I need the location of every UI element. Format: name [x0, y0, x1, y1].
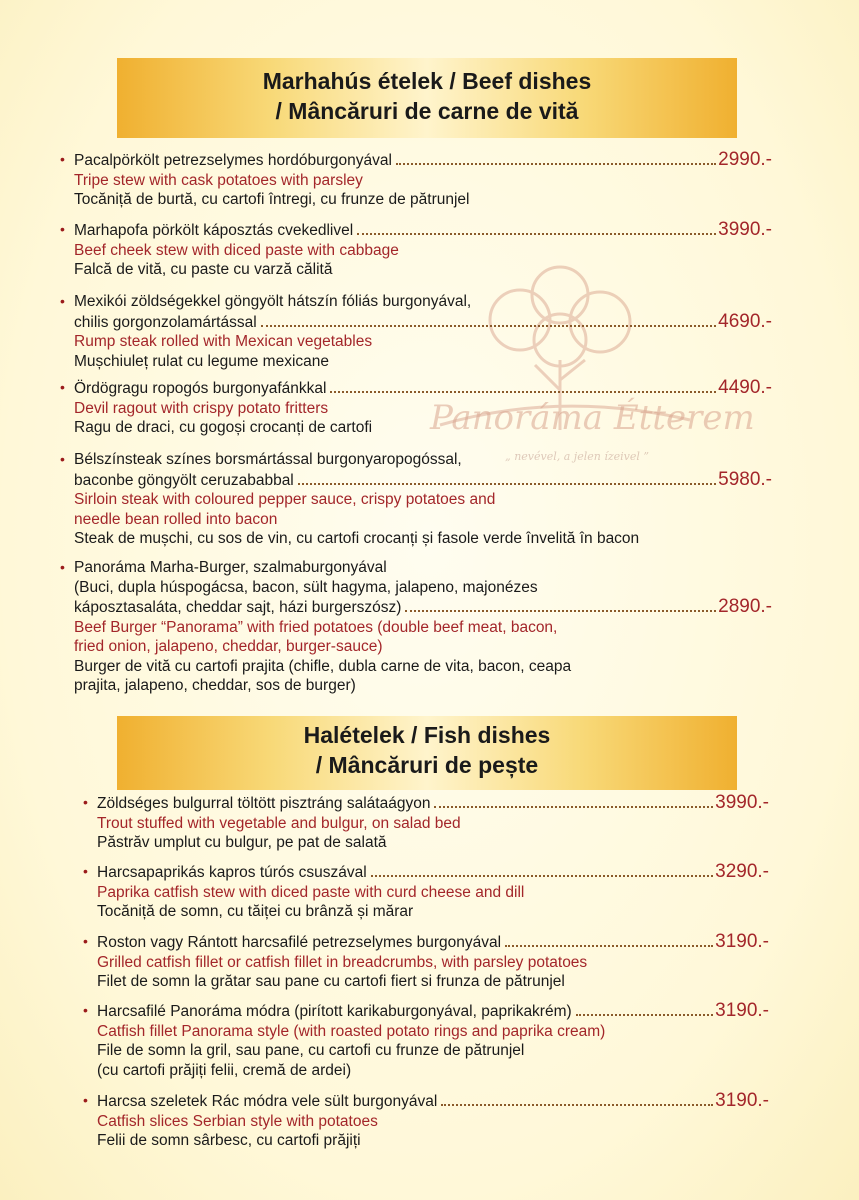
bullet-icon: • — [83, 863, 88, 879]
item-name-price-row — [97, 932, 769, 953]
menu-item — [60, 219, 772, 280]
item-name-price-row — [97, 1001, 769, 1022]
item-name-en: Rump steak rolled with Mexican vegetables — [74, 333, 373, 350]
item-price: 2890.- — [718, 596, 772, 617]
beef-section-banner — [117, 58, 737, 138]
bullet-icon: • — [60, 559, 65, 575]
item-name-ro: Păstrăv umplut cu bulgur, pe pat de salată — [97, 834, 387, 851]
fish-section-banner — [117, 716, 737, 790]
fish-title-line1: Halételek / Fish dishes — [303, 722, 551, 748]
item-price: 3190.- — [715, 1000, 769, 1021]
item-name-hu: Bélszínsteak színes borsmártással burgonyaropogóssal, — [74, 451, 462, 468]
item-price: 3990.- — [718, 219, 772, 240]
dot-leader — [298, 483, 716, 485]
item-name-hu: Ördögragu ropogós burgonyafánkkal — [74, 380, 327, 397]
dot-leader — [434, 806, 713, 808]
item-name-hu: baconbe göngyölt ceruzababbal — [74, 471, 294, 489]
item-name-en: Beef Burger “Panorama” with fried potatoes (double beef meat, bacon, — [74, 618, 558, 636]
item-name-en: Paprika catfish stew with diced paste with curd cheese and dill — [97, 883, 525, 901]
item-name-price-row — [74, 378, 772, 399]
item-name-en: Beef cheek stew with diced paste with cabbage — [74, 241, 399, 259]
menu-item — [60, 292, 772, 371]
menu-item — [83, 861, 769, 922]
menu-item — [83, 1090, 769, 1151]
watermark-tagline: „ nevével, a jelen ízeivel ” — [505, 450, 650, 463]
item-name-en: Devil ragout with crispy potato fritters — [74, 399, 329, 417]
menu-item — [60, 450, 772, 549]
item-name-hu: Harcsapaprikás kapros túrós csuszával — [97, 864, 367, 881]
item-name-ro: Filet de somn la grătar sau pane cu cartofi fiert si frunza de pătrunjel — [97, 973, 565, 990]
menu-item — [83, 931, 769, 992]
item-name-hu: (Buci, dupla húspogácsa, bacon, sült hagyma, jalapeno, majonézes — [74, 578, 538, 596]
menu-item — [60, 149, 772, 210]
item-name-en: Sirloin steak with coloured pepper sauce, crispy potatoes and — [74, 491, 496, 508]
menu-item — [60, 377, 772, 438]
bullet-icon: • — [83, 1002, 88, 1018]
menu-item — [83, 792, 769, 853]
item-name-en: Grilled catfish fillet or catfish fillet in breadcrumbs, with parsley potatoes — [97, 953, 588, 971]
item-name-hu: káposztasaláta, cheddar sajt, házi burgerszósz) — [74, 599, 402, 616]
item-name-ro: Steak de mușchi, cu sos de vin, cu cartofi crocanți și fasole verde învelită în bacon — [74, 530, 640, 547]
dot-leader — [505, 945, 713, 947]
item-name-price-row — [74, 470, 772, 491]
item-name-hu: Harcsa szeletek Rác módra vele sült burgonyával — [97, 1093, 438, 1110]
dot-leader — [371, 875, 713, 877]
item-name-price-row — [97, 793, 769, 814]
item-name-hu: Panoráma Marha-Burger, szalmaburgonyával — [74, 559, 387, 576]
item-name-ro: Felii de somn sârbesc, cu cartofi prăjiți — [97, 1132, 361, 1149]
item-name-en: Trout stuffed with vegetable and bulgur, on salad bed — [97, 814, 461, 832]
dot-leader — [405, 610, 716, 612]
beef-title-line1: Marhahús ételek / Beef dishes — [262, 68, 592, 94]
item-price: 3990.- — [715, 792, 769, 813]
item-name-price-row — [74, 312, 772, 333]
item-name-ro: Tocăniță de somn, cu tăiței cu brânză și mărar — [97, 903, 414, 920]
bullet-icon: • — [60, 221, 65, 237]
item-price: 4690.- — [718, 310, 772, 332]
item-name-hu: Marhapofa pörkölt káposztás cvekedlivel — [74, 222, 354, 239]
item-name-hu: Zöldséges bulgurral töltött pisztráng salátaágyon — [97, 795, 431, 812]
item-name-ro: prajita, jalapeno, cheddar, sos de burger) — [74, 677, 356, 694]
dot-leader — [441, 1104, 713, 1106]
bullet-icon: • — [60, 293, 65, 309]
dot-leader — [261, 325, 716, 327]
item-name-en: Catfish fillet Panorama style (with roasted potato rings and paprika cream) — [97, 1022, 606, 1040]
watermark-name: Panoráma Étterem — [430, 398, 755, 438]
item-name-hu: Pacalpörkölt petrezselymes hordóburgonyával — [74, 152, 392, 169]
item-price: 3290.- — [715, 861, 769, 882]
item-name-en: Tripe stew with cask potatoes with parsley — [74, 171, 363, 189]
item-name-en: fried onion, jalapeno, cheddar, burger-sauce) — [74, 638, 383, 655]
fish-title-line2: / Mâncăruri de pește — [315, 752, 539, 778]
item-name-en: Catfish slices Serbian style with potatoes — [97, 1112, 378, 1130]
item-price: 4490.- — [718, 377, 772, 398]
bullet-icon: • — [60, 379, 65, 395]
item-name-price-row — [74, 220, 772, 241]
item-name-price-row — [74, 597, 772, 618]
item-name-hu: Roston vagy Rántott harcsafilé petrezselymes burgonyával — [97, 934, 502, 951]
item-price: 3190.- — [715, 1090, 769, 1111]
dot-leader — [396, 163, 716, 165]
dot-leader — [357, 233, 716, 235]
item-name-ro: Falcă de vită, cu paste cu varză călită — [74, 261, 333, 278]
item-name-hu: Harcsafilé Panoráma módra (pirított karikaburgonyával, paprikakrém) — [97, 1003, 572, 1020]
item-name-ro: File de somn la gril, sau pane, cu cartofi cu frunze de pătrunjel — [97, 1042, 525, 1059]
item-name-en: needle bean rolled into bacon — [74, 510, 278, 528]
bullet-icon: • — [60, 151, 65, 167]
item-name-ro: (cu cartofi prăjiți felii, cremă de ardei) — [97, 1061, 352, 1079]
beef-title-line2: / Mâncăruri de carne de vită — [275, 98, 579, 124]
dot-leader — [330, 391, 716, 393]
item-name-price-row — [97, 1091, 769, 1112]
item-name-hu: chilis gorgonzolamártással — [74, 313, 257, 331]
dot-leader — [576, 1014, 713, 1016]
item-name-ro: Burger de vită cu cartofi prajita (chifle, dubla carne de vita, bacon, ceapa — [74, 657, 572, 675]
bullet-icon: • — [60, 451, 65, 467]
item-price: 2990.- — [718, 149, 772, 170]
bullet-icon: • — [83, 794, 88, 810]
bullet-icon: • — [83, 1092, 88, 1108]
item-name-hu: Mexikói zöldségekkel göngyölt hátszín fóliás burgonyával, — [74, 293, 472, 310]
item-name-price-row — [74, 150, 772, 171]
menu-item — [60, 558, 772, 696]
menu-item — [83, 1000, 769, 1080]
item-price: 3190.- — [715, 931, 769, 952]
item-price: 5980.- — [718, 468, 772, 490]
item-name-price-row — [97, 862, 769, 883]
item-name-ro: Mușchiuleț rulat cu legume mexicane — [74, 352, 330, 370]
item-name-ro: Tocăniță de burtă, cu cartofi întregi, cu frunze de pătrunjel — [74, 191, 470, 208]
item-name-ro: Ragu de draci, cu gogoși crocanți de cartofi — [74, 419, 373, 436]
bullet-icon: • — [83, 933, 88, 949]
